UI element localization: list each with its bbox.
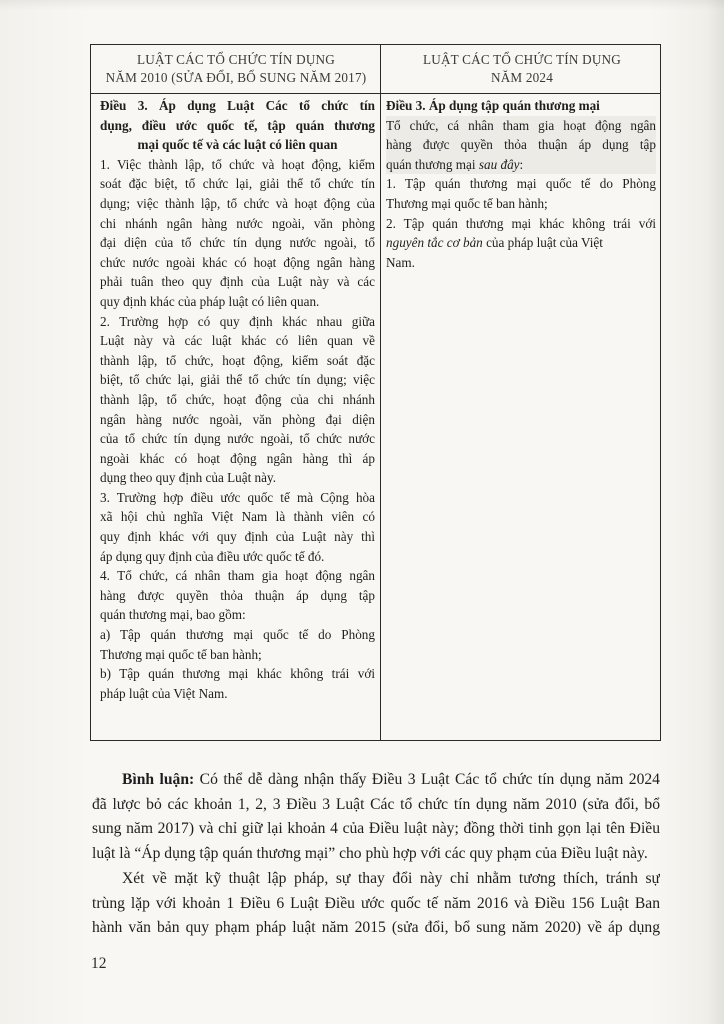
commentary-line: hành văn bản quy phạm pháp luật năm 2015 (sửa đổi, bổ sung năm 2020) về áp dụng xyxy=(92,919,660,937)
left-text-line: Thương mại quốc tế ban hành; xyxy=(100,646,262,662)
left-text-line: 4. Tổ chức, cá nhân tham gia hoạt động ngân xyxy=(100,568,375,584)
left-text-line: ngân hàng nước ngoài, văn phòng đại diện xyxy=(100,411,375,427)
right-text-line xyxy=(386,155,656,175)
left-text-line: 3. Trường hợp điều ước quốc tế mà Cộng hòa xyxy=(100,489,375,505)
commentary-label: Bình luận: xyxy=(122,771,195,788)
left-text-line: áp dụng quy định của điều ước quốc tế đó. xyxy=(100,548,325,564)
right-text-line: Nam. xyxy=(386,254,415,270)
header-divider xyxy=(91,93,660,94)
left-text-line: hàng được quyền thỏa thuận áp dụng tập xyxy=(100,587,375,603)
commentary-line: sung năm 2017) và chỉ giữ lại khoản 4 của Điều luật này; đồng thời tinh gọn lại tên Điều xyxy=(92,820,660,838)
right-item2-rest: của pháp luật của Việt xyxy=(482,235,603,251)
left-text-line: thành lập, tổ chức, hoạt động, kiểm soát đặc xyxy=(100,352,375,368)
right-text-line: hàng được quyền thỏa thuận áp dụng tập xyxy=(386,135,656,155)
page-edge-shadow xyxy=(706,0,724,1024)
left-text-line: quy định khác của pháp luật có liên quan. xyxy=(100,293,320,309)
left-column-content xyxy=(100,96,375,703)
left-article-title-line-1: Điều 3. Áp dụng Luật Các tổ chức tín xyxy=(100,98,375,113)
left-text-line: a) Tập quán thương mại quốc tế do Phòng xyxy=(100,627,375,643)
right-article-title: Điều 3. Áp dụng tập quán thương mại xyxy=(386,98,600,113)
left-text-line: 2. Trường hợp có quy định khác nhau giữa xyxy=(100,313,375,329)
left-text-line: quán thương mại, bao gồm: xyxy=(100,607,246,623)
right-intro-end: : xyxy=(519,156,524,172)
commentary-line: đã lược bỏ các khoản 1, 2, 3 Điều 3 Luật Các tổ chức tín dụng năm 2010 (sửa đổi, bổ xyxy=(92,795,660,813)
left-text-line: thành lập, tổ chức, hoạt động của chi nhánh xyxy=(100,391,375,407)
left-text-line: b) Tập quán thương mại khác không trái với xyxy=(100,666,375,682)
left-text-line: chi nhánh ngân hàng nước ngoài, văn phòng xyxy=(100,215,375,231)
page-top-shadow xyxy=(0,0,724,10)
right-text-line xyxy=(386,233,656,253)
right-header-line-2: NĂM 2024 xyxy=(490,70,554,85)
right-column-content xyxy=(386,96,656,272)
left-text-line: biệt, tổ chức lại, giải thể tổ chức tín dụng; việc xyxy=(100,372,375,388)
left-text-line: soát đặc biệt, tổ chức lại, giải thể tổ chức tín xyxy=(100,176,375,192)
left-text-line: chức nước ngoài khác có hoạt động ngân hàng xyxy=(100,254,375,270)
column-divider xyxy=(380,45,381,740)
commentary-line: Xét về mặt kỹ thuật lập pháp, sự thay đổi này chỉ nhằm tương thích, tránh sự xyxy=(122,870,660,887)
right-text-line: 2. Tập quán thương mại khác không trái với xyxy=(386,215,656,231)
right-text-line: 1. Tập quán thương mại quốc tế do Phòng xyxy=(386,176,656,192)
commentary-text: Có thể dễ dàng nhận thấy Điều 3 Luật Các tổ chức tín dụng năm 2024 xyxy=(194,771,660,788)
right-intro-italic: sau đây xyxy=(478,156,520,172)
left-text-line: ngoài khác có hoạt động ngân hàng thì áp xyxy=(100,450,375,466)
right-column-header xyxy=(386,51,658,87)
commentary-line: trùng lặp với khoản 1 Điều 6 Luật Điều ước quốc tế năm 2016 và Điều 156 Luật Ban xyxy=(92,894,660,912)
left-text-line: pháp luật của Việt Nam. xyxy=(100,685,228,701)
right-intro-text: quán thương mại xyxy=(386,156,479,172)
left-text-line: dụng; việc thành lập, tổ chức và hoạt động của xyxy=(100,195,375,211)
right-text-line: Tổ chức, cá nhân tham gia hoạt động ngân xyxy=(386,116,656,136)
left-text-line: của tổ chức tín dụng nước ngoài, tổ chức nước xyxy=(100,431,375,447)
left-text-line: phải tuân theo quy định của Luật này và các xyxy=(100,274,375,290)
left-text-line: 1. Việc thành lập, tổ chức và hoạt động, kiểm xyxy=(100,156,375,172)
left-text-line: dụng theo quy định của Luật này. xyxy=(100,470,277,486)
commentary-line: luật là “Áp dụng tập quán thương mại” cho phù hợp với các quy phạm của Điều luật này. xyxy=(92,844,648,862)
right-item2-italic: nguyên tắc cơ bản xyxy=(386,235,483,251)
left-header-line-2: NĂM 2010 (SỬA ĐỔI, BỔ SUNG NĂM 2017) xyxy=(105,70,367,85)
left-text-line: Luật này và các luật khác có liên quan về xyxy=(100,333,375,349)
left-text-line: đại diện của tổ chức tín dụng nước ngoài, tổ xyxy=(100,235,375,251)
left-text-line: quy định khác với quy định của Luật này thì xyxy=(100,529,375,545)
right-header-line-1: LUẬT CÁC TỔ CHỨC TÍN DỤNG xyxy=(422,52,622,67)
page-number: 12 xyxy=(91,955,107,972)
left-column-header xyxy=(97,51,375,87)
left-article-title-line-3: mại quốc tế và các luật có liên quan xyxy=(137,137,338,153)
right-text-line: Thương mại quốc tế ban hành; xyxy=(386,195,548,211)
commentary-paragraph-1 xyxy=(92,768,660,866)
comparison-table xyxy=(90,44,661,741)
left-header-line-1: LUẬT CÁC TỔ CHỨC TÍN DỤNG xyxy=(136,52,336,67)
left-article-title-line-2: dụng, điều ước quốc tế, tập quán thương xyxy=(100,117,375,133)
commentary-line xyxy=(92,768,660,793)
commentary-paragraph-2 xyxy=(92,867,660,941)
left-text-line: xã hội chủ nghĩa Việt Nam là thành viên có xyxy=(100,509,375,525)
